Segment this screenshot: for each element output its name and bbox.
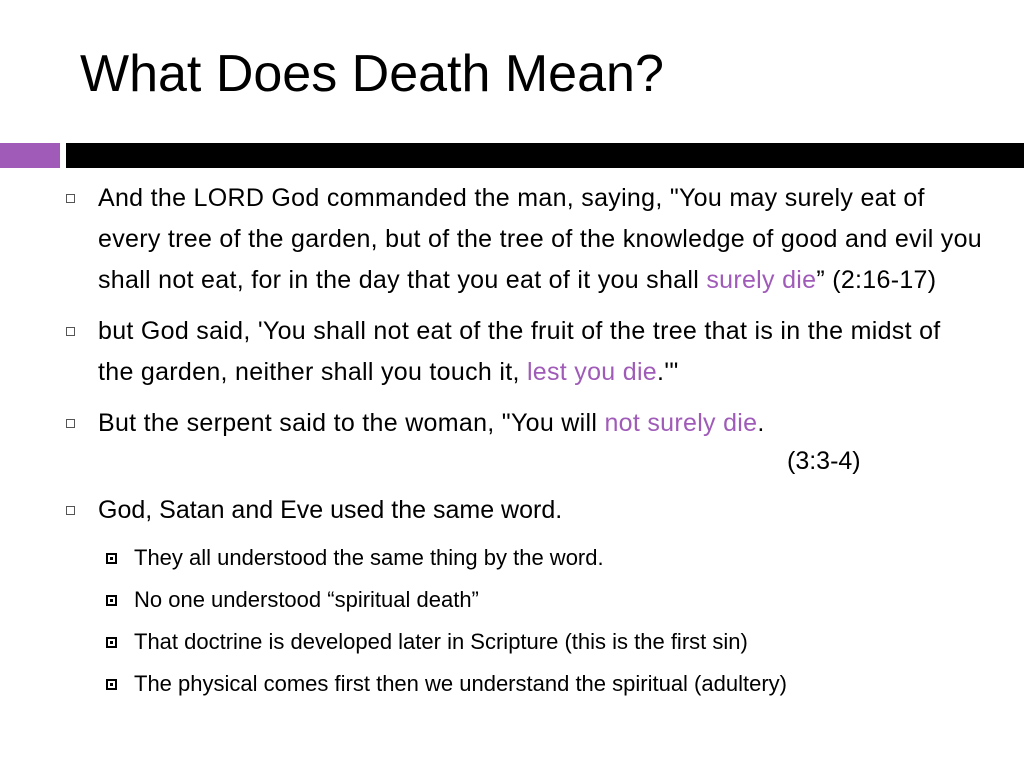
sub-bullet-item [62,585,982,615]
filled-square-bullet-icon [106,595,117,606]
bullet-item [62,311,982,393]
bullet-item [62,403,982,444]
sub-bullet-text: No one understood “spiritual death” [134,587,479,612]
highlighted-phrase: lest you die [526,358,658,386]
bullet-text-end: . [757,409,765,437]
square-bullet-icon [66,506,75,515]
bullet-text-end: .'" [657,358,679,386]
sub-bullet-text: That doctrine is developed later in Scripture (this is the first sin) [134,629,748,654]
square-bullet-icon [66,419,75,428]
highlighted-phrase: not surely die [604,409,758,437]
sub-bullet-text: They all understood the same thing by the word. [134,545,604,570]
slide-body [62,178,982,699]
title-divider-bar [66,143,1024,168]
bullet-item [62,490,982,531]
sub-bullet-item [62,627,982,657]
slide-title: What Does Death Mean? [80,45,664,103]
sub-bullet-text: The physical comes first then we understand the spiritual (adultery) [134,671,787,696]
bullet-text: But the serpent said to the woman, "You will [98,409,605,437]
bullet-text-end: ” (2:16-17) [816,266,937,294]
sub-bullet-item [62,669,982,699]
filled-square-bullet-icon [106,679,117,690]
scripture-reference: (3:3-4) [787,447,861,475]
sub-bullet-item [62,543,982,573]
filled-square-bullet-icon [106,637,117,648]
bullet-text: And the LORD God commanded the man, saying, "You may surely eat of every tree of the garden, but of the tree of the knowledge of good and evil you shall not eat, for in the day that you eat of it you shall [98,184,983,294]
bullet-item [62,178,982,301]
highlighted-phrase: surely die [706,266,817,294]
filled-square-bullet-icon [106,553,117,564]
square-bullet-icon [66,327,75,336]
square-bullet-icon [66,194,75,203]
bullet-text: but God said, 'You shall not eat of the fruit of the tree that is in the midst of the garden, neither shall you touch it, [98,317,941,386]
accent-bar [0,143,60,168]
bullet-text: God, Satan and Eve used the same word. [98,496,563,524]
